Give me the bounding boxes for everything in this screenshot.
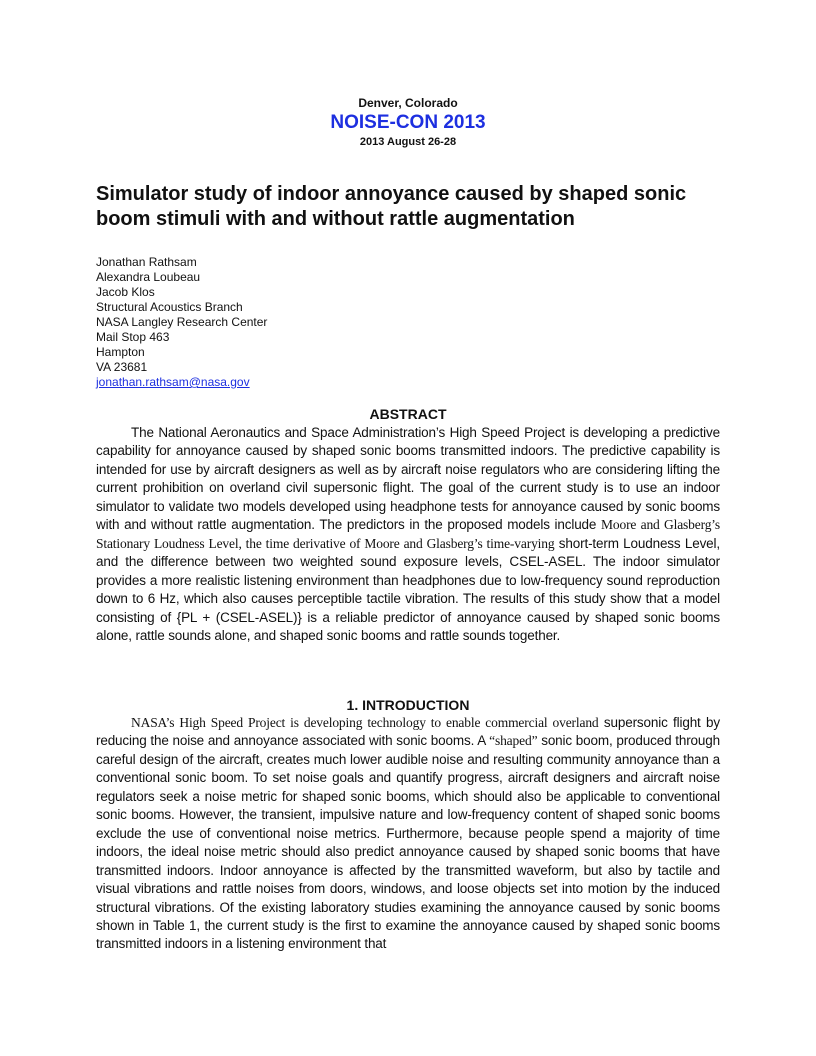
intro-shaped-word: “shaped” [489, 733, 538, 749]
abstract-text-part: The National Aeronautics and Space Administration’s High Speed Project is developing a predictive capability for annoyance caused by shaped sonic booms transmitted indoors. The predictive capability is intended for use by aircraft designers as well as by aircraft noise regulators who are considering lifting the current prohibition on overland civil supersonic flight. The goal of the current study is to use an indoor simulator to validate two models developed using headphone tests for annoyance caused by sonic booms with and without rattle augmentation. The predictors in the proposed models include [96, 425, 720, 533]
introduction-paragraph [96, 714, 720, 954]
conference-location: Denver, Colorado [358, 96, 458, 110]
author-institution: NASA Langley Research Center [96, 315, 268, 329]
abstract-paragraph [96, 424, 720, 645]
author-block [96, 255, 496, 390]
author-name: Alexandra Loubeau [96, 270, 201, 284]
paper-title: Simulator study of indoor annoyance caused by shaped sonic boom stimuli with and without rattle augmentation [96, 183, 687, 230]
conference-dates: 2013 August 26-28 [359, 136, 457, 148]
author-name: Jacob Klos [96, 285, 155, 299]
author-email-link[interactable]: jonathan.rathsam@nasa.gov [96, 375, 250, 389]
intro-text-part: supersonic flight by reducing the noise and annoyance associated with sonic booms. A [96, 715, 720, 749]
author-name: Jonathan Rathsam [96, 255, 197, 269]
intro-text-tail: sonic boom, produced through careful design of the aircraft, creates much lower audible noise and resulting community annoyance than a conventional sonic boom. To set noise goals and quantify progress, aircraft designers and aircraft noise regulators seek a noise metric for shaped sonic booms, which should also be applicable to conventional sonic booms. However, the transient, impulsive nature and low-frequency content of shaped sonic booms exclude the use of conventional noise metrics. Furthermore, because people spend a majority of time indoors, the ideal noise metric should also predict annoyance caused by shaped sonic booms that have transmitted indoors. Indoor annoyance is affected by the transmitted waveform, but also by tactile and visual vibrations and rattle noises from doors, windows, and loose objects set into motion by the induced structural vibrations. Of the existing laboratory studies examining the annoyance caused by sonic booms shown in Table 1, the current study is the first to examine the annoyance caused by shaped sonic booms transmitted indoors in a listening environment that [96, 733, 720, 952]
conference-name: NOISE-CON 2013 [330, 112, 486, 133]
introduction-heading: 1. INTRODUCTION [346, 697, 470, 713]
author-department: Structural Acoustics Branch [96, 300, 243, 314]
abstract-heading: ABSTRACT [369, 406, 447, 422]
author-postal: VA 23681 [96, 360, 148, 374]
author-city: Hampton [96, 345, 145, 359]
abstract-text-serif: Moore and Glasberg’s Stationary Loudness Level, the time derivative of Moore and Glasberg’s time-varying [96, 517, 721, 551]
intro-lead-serif: NASA’s High Speed Project is developing technology to enable commercial overland [131, 715, 599, 730]
conference-header [0, 96, 816, 149]
author-mailstop: Mail Stop 463 [96, 330, 170, 344]
abstract-text-tail: short-term Loudness Level, and the difference between two weighted sound exposure levels, CSEL-ASEL. The indoor simulator provides a more realistic listening environment than headphones due to low-frequency sound reproduction down to 6 Hz, which also causes perceptible tactile vibration. The results of this study show that a model consisting of {PL + (CSEL-ASEL)} is a reliable predictor of annoyance caused by shaped sonic booms alone, rattle sounds alone, and shaped sonic booms and rattle sounds together. [96, 535, 720, 643]
